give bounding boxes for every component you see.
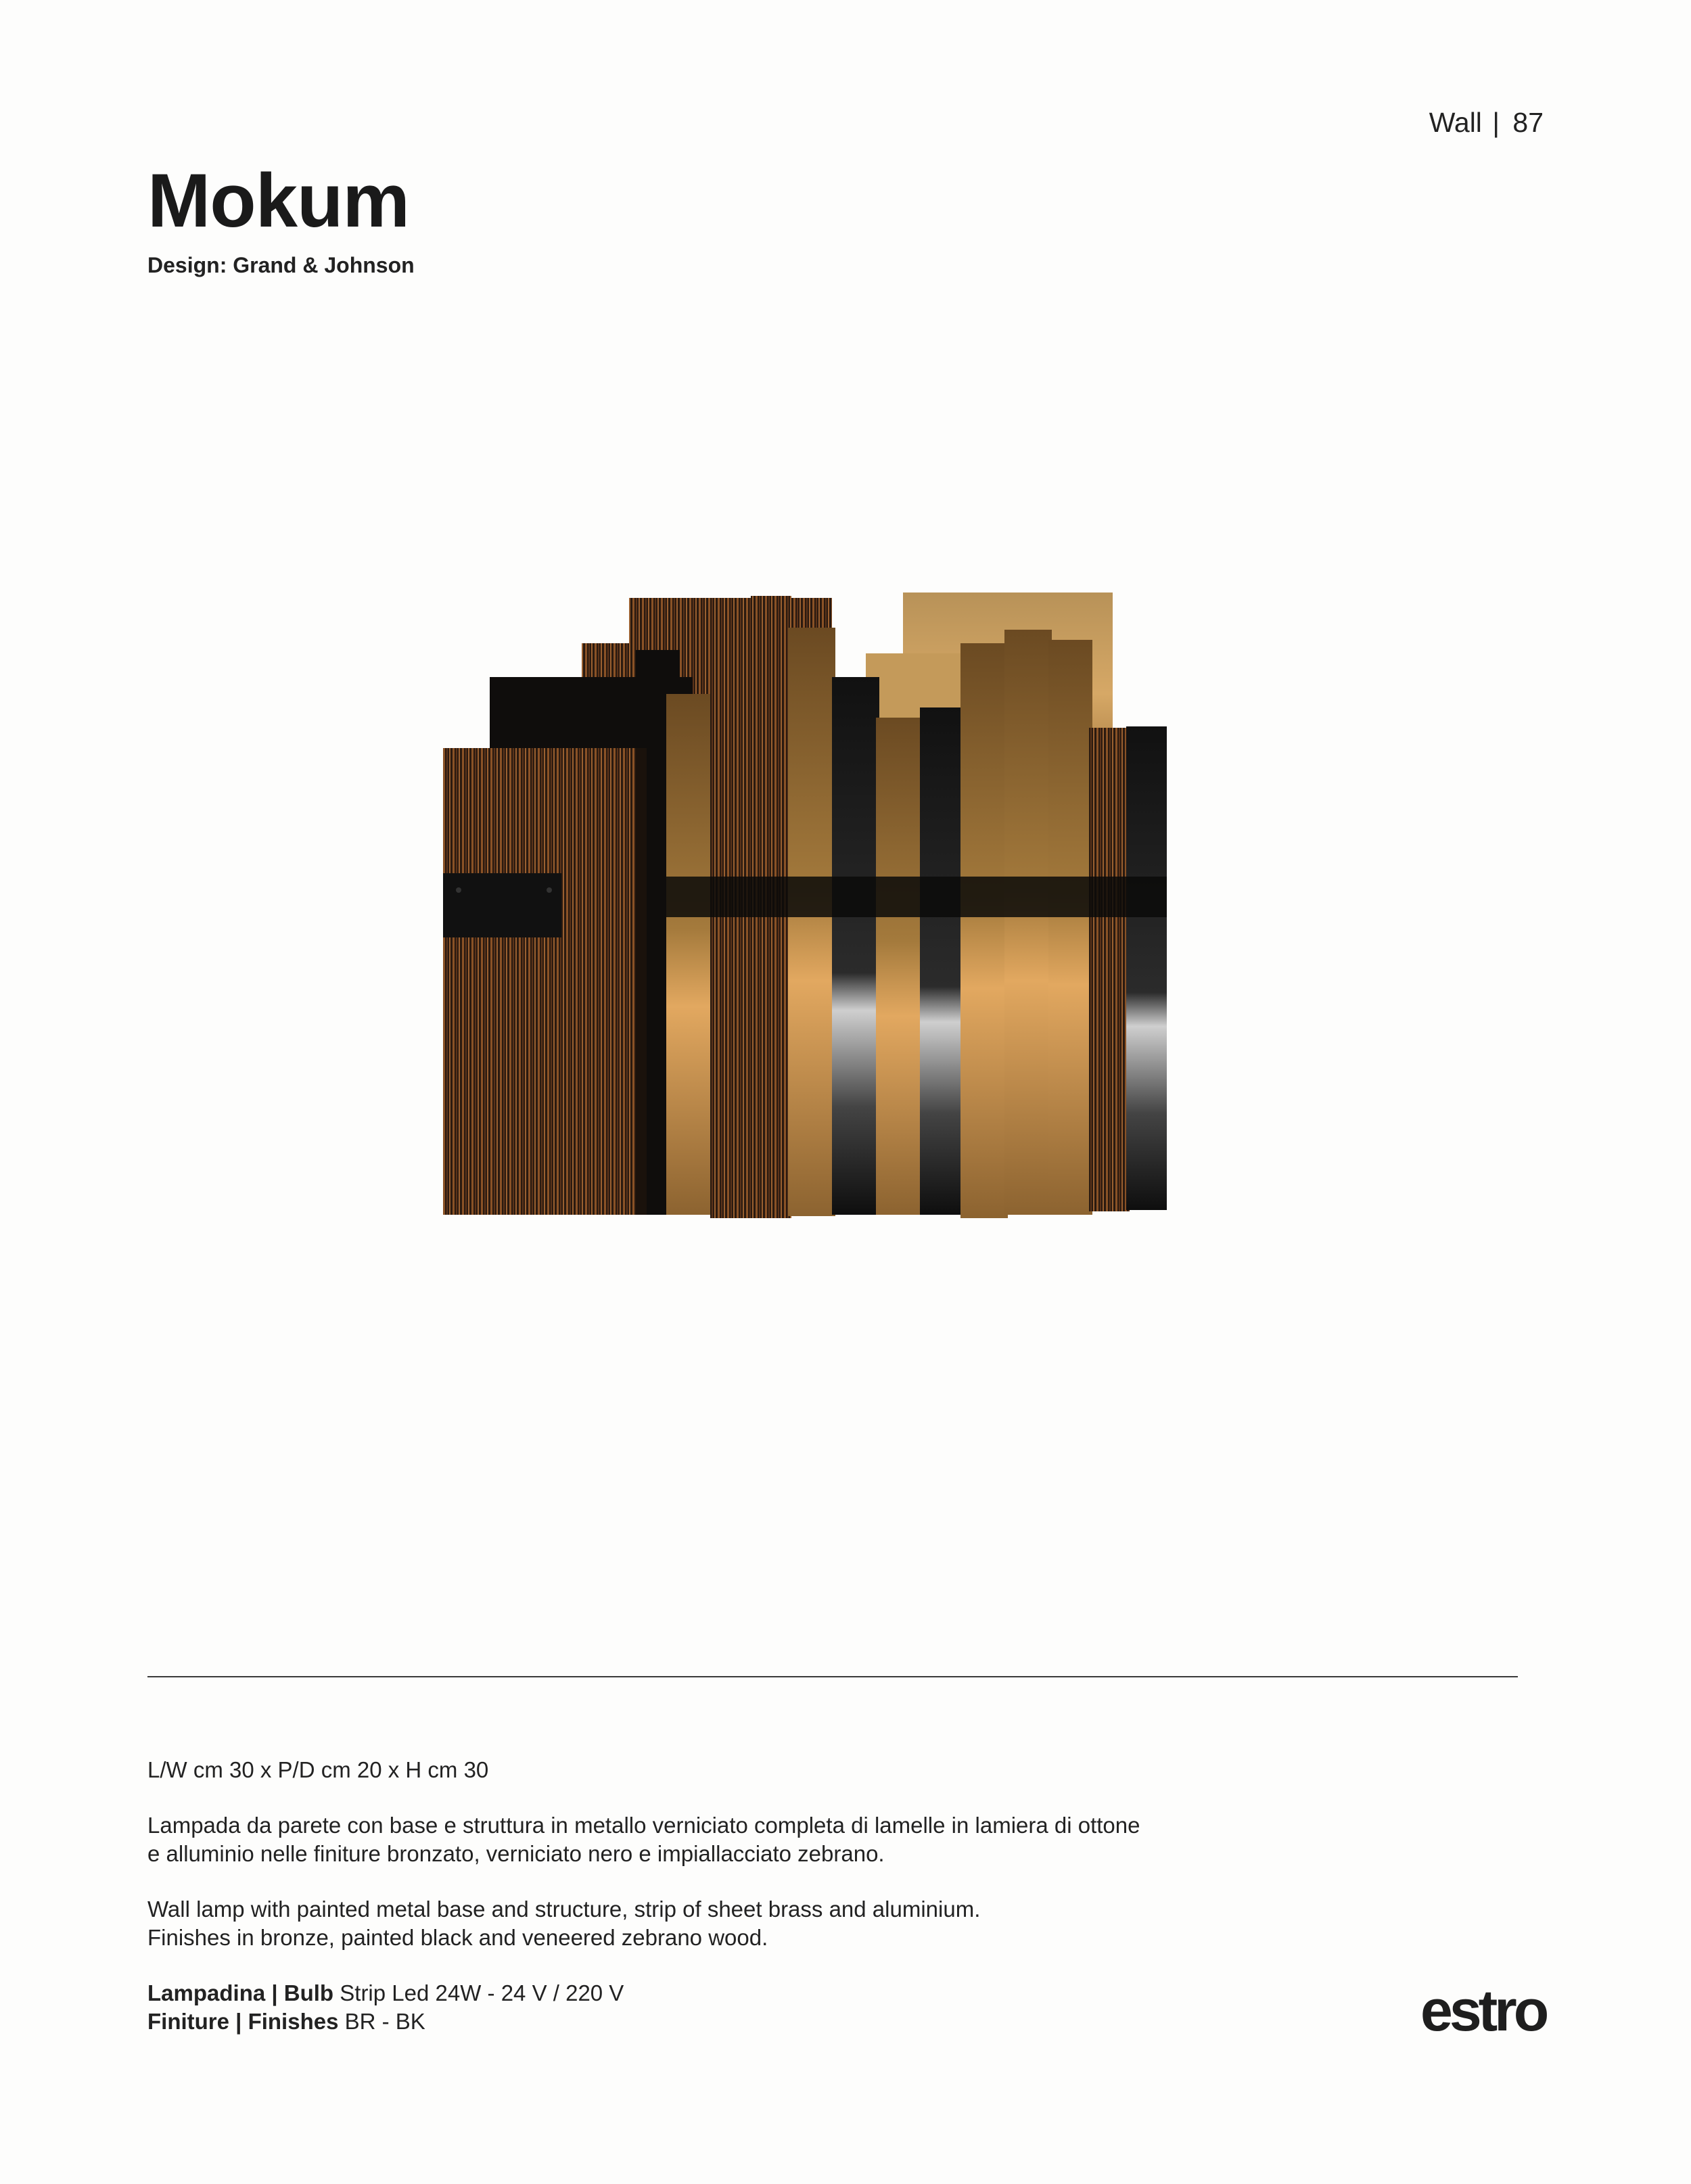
bulb-label: Lampadina | Bulb — [147, 1980, 334, 2005]
led-strip-band — [666, 877, 1167, 917]
page-number: 87 — [1512, 107, 1544, 138]
lamella-strip — [960, 643, 1008, 1218]
technical-info — [147, 1979, 1297, 2036]
finishes-value: BR - BK — [344, 2009, 425, 2034]
lamella-strip — [832, 677, 879, 1215]
bulb-spec — [147, 1979, 1297, 2007]
finishes-label: Finiture | Finishes — [147, 2009, 339, 2034]
bulb-value: Strip Led 24W - 24 V / 220 V — [340, 1980, 624, 2005]
mounting-bracket — [443, 873, 561, 937]
lamella-strip — [1004, 630, 1052, 1215]
lamella-strip — [920, 707, 964, 1215]
page-header — [147, 0, 1544, 298]
description-english — [147, 1895, 1297, 1952]
description-line: Lampada da parete con base e struttura in metallo verniciato completa di lamelle in lamiera di ottone — [147, 1813, 1140, 1838]
designer-credit: Design: Grand & Johnson — [147, 253, 415, 277]
lamella-strip — [1126, 726, 1167, 1210]
front-panel-edge — [636, 748, 647, 1215]
description-line: Wall lamp with painted metal base and structure, strip of sheet brass and aluminium. — [147, 1897, 981, 1922]
bracket-screw — [547, 887, 552, 893]
page-label — [1429, 107, 1544, 139]
dimensions: L/W cm 30 x P/D cm 20 x H cm 30 — [147, 1757, 489, 1782]
description-italian — [147, 1811, 1297, 1868]
lamella-strip — [788, 628, 835, 1216]
lamella-strip — [666, 694, 714, 1215]
lamella-strip — [876, 718, 923, 1215]
brand-logo: estro — [1420, 1978, 1546, 2043]
product-specs — [147, 1756, 1297, 2036]
description-line: Finishes in bronze, painted black and veneered zebrano wood. — [147, 1925, 768, 1950]
finishes-spec — [147, 2007, 1297, 2036]
section-name: Wall — [1429, 107, 1482, 138]
description-line: e alluminio nelle finiture bronzato, verniciato nero e impiallacciato zebrano. — [147, 1841, 885, 1866]
front-zebrano-panel — [443, 748, 643, 1215]
page-separator: | — [1492, 107, 1500, 138]
bracket-screw — [456, 887, 461, 893]
product-title: Mokum — [147, 158, 409, 243]
section-divider — [147, 1676, 1518, 1677]
lamella-strip — [1048, 640, 1092, 1215]
lamp-photo — [433, 565, 1245, 1255]
lamella-strip — [1089, 728, 1130, 1211]
